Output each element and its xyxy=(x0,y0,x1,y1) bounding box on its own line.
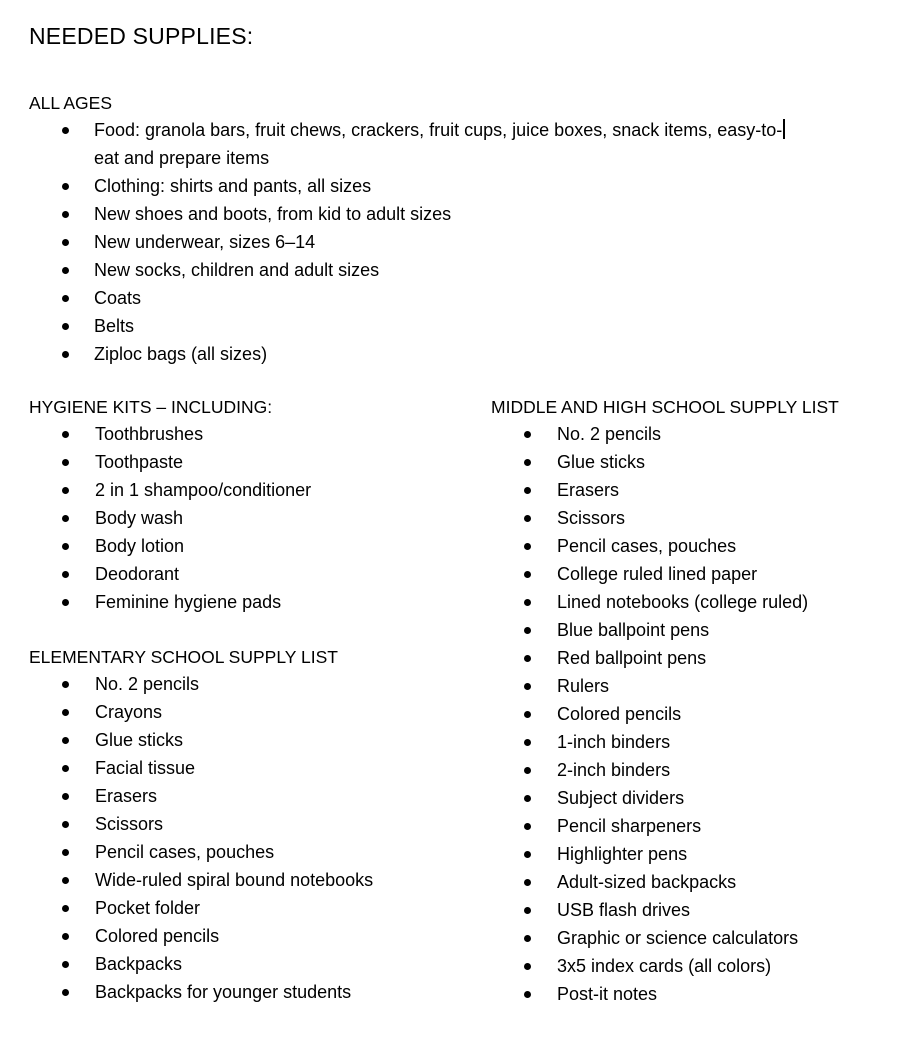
bullet-icon xyxy=(62,571,69,578)
bullet-icon xyxy=(62,599,69,606)
item-list xyxy=(29,670,373,1006)
list-item-text: Body lotion xyxy=(95,536,185,556)
list-item-text: Crayons xyxy=(95,702,163,722)
list-item xyxy=(29,256,785,284)
list-item xyxy=(491,672,839,700)
bullet-icon xyxy=(524,515,531,522)
bullet-icon xyxy=(524,543,531,550)
list-item-text: Glue sticks xyxy=(95,730,184,750)
list-item-text: 2 in 1 shampoo/conditioner xyxy=(95,480,312,500)
bullet-icon xyxy=(524,655,531,662)
bullet-icon xyxy=(62,323,69,330)
bullet-icon xyxy=(524,571,531,578)
bullet-icon xyxy=(62,515,69,522)
bullet-icon xyxy=(524,907,531,914)
list-item xyxy=(29,560,311,588)
bullet-icon xyxy=(62,351,69,358)
bullet-icon xyxy=(62,487,69,494)
bullet-icon xyxy=(62,183,69,190)
list-item xyxy=(491,588,839,616)
list-item-text: College ruled lined paper xyxy=(557,564,758,584)
list-item xyxy=(491,700,839,728)
list-item xyxy=(491,784,839,812)
list-item xyxy=(29,978,373,1006)
bullet-icon xyxy=(524,683,531,690)
list-item-text: Blue ballpoint pens xyxy=(557,620,710,640)
list-item-text: Glue sticks xyxy=(557,452,646,472)
bullet-icon xyxy=(62,543,69,550)
list-item-text: Red ballpoint pens xyxy=(557,648,707,668)
list-item xyxy=(29,698,373,726)
section-heading: MIDDLE AND HIGH SCHOOL SUPPLY LIST xyxy=(491,397,839,417)
list-item xyxy=(29,116,785,172)
list-item xyxy=(29,866,373,894)
list-item-text: Adult-sized backpacks xyxy=(557,872,737,892)
bullet-icon xyxy=(62,933,69,940)
list-item xyxy=(29,950,373,978)
list-item xyxy=(491,728,839,756)
section-heading: ELEMENTARY SCHOOL SUPPLY LIST xyxy=(29,647,338,667)
bullet-icon xyxy=(524,851,531,858)
list-item xyxy=(29,340,785,368)
bullet-icon xyxy=(62,793,69,800)
list-item xyxy=(491,868,839,896)
list-item-text: New underwear, sizes 6–14 xyxy=(94,232,316,252)
bullet-icon xyxy=(62,431,69,438)
list-item xyxy=(29,420,311,448)
list-item-text: Deodorant xyxy=(95,564,180,584)
list-item-text: Wide-ruled spiral bound notebooks xyxy=(95,870,374,890)
section-heading: ALL AGES xyxy=(29,93,113,113)
list-item-text: Pencil cases, pouches xyxy=(95,842,275,862)
bullet-icon xyxy=(62,239,69,246)
list-item xyxy=(29,782,373,810)
list-item-text: Scissors xyxy=(95,814,164,834)
section-elementary-school xyxy=(29,646,373,1006)
list-item xyxy=(491,980,839,1008)
bullet-icon xyxy=(62,821,69,828)
list-item-text: Feminine hygiene pads xyxy=(95,592,282,612)
bullet-icon xyxy=(62,961,69,968)
list-item xyxy=(29,284,785,312)
bullet-icon xyxy=(62,877,69,884)
bullet-icon xyxy=(62,905,69,912)
list-item-text: No. 2 pencils xyxy=(557,424,662,444)
list-item-text: Body wash xyxy=(95,508,184,528)
list-item xyxy=(491,504,839,532)
list-item-text: Belts xyxy=(94,316,135,336)
list-item xyxy=(29,228,785,256)
list-item xyxy=(491,896,839,924)
bullet-icon xyxy=(524,599,531,606)
item-list xyxy=(29,116,785,368)
list-item-text: USB flash drives xyxy=(557,900,691,920)
list-item-text: Erasers xyxy=(557,480,620,500)
list-item-text-line1: Food: granola bars, fruit chews, crackers, fruit cups, juice boxes, snack items, easy-to- xyxy=(94,120,783,140)
list-item-text: Scissors xyxy=(557,508,626,528)
list-item xyxy=(29,754,373,782)
bullet-icon xyxy=(62,765,69,772)
bullet-icon xyxy=(524,767,531,774)
list-item-text: Post-it notes xyxy=(557,984,658,1004)
list-item xyxy=(491,756,839,784)
section-heading: HYGIENE KITS – INCLUDING: xyxy=(29,397,273,417)
list-item-text: 1-inch binders xyxy=(557,732,671,752)
list-item xyxy=(29,476,311,504)
bullet-icon xyxy=(62,737,69,744)
bullet-icon xyxy=(524,935,531,942)
list-item-text: New shoes and boots, from kid to adult sizes xyxy=(94,204,452,224)
list-item-text: Backpacks xyxy=(95,954,183,974)
list-item xyxy=(491,532,839,560)
list-item xyxy=(29,922,373,950)
list-item xyxy=(491,476,839,504)
section-middle-high-school xyxy=(491,396,839,1008)
list-item xyxy=(29,838,373,866)
list-item-text: Colored pencils xyxy=(95,926,220,946)
list-item-text: Facial tissue xyxy=(95,758,196,778)
list-item-text: Subject dividers xyxy=(557,788,685,808)
list-item-text: Pencil cases, pouches xyxy=(557,536,737,556)
list-item xyxy=(491,952,839,980)
list-item-text: Pocket folder xyxy=(95,898,201,918)
bullet-icon xyxy=(62,709,69,716)
list-item-text: Clothing: shirts and pants, all sizes xyxy=(94,176,372,196)
bullet-icon xyxy=(524,487,531,494)
list-item-text: Highlighter pens xyxy=(557,844,688,864)
list-item xyxy=(491,420,839,448)
item-list xyxy=(491,420,839,1008)
list-item-text: Erasers xyxy=(95,786,158,806)
bullet-icon xyxy=(524,963,531,970)
section-hygiene-kits xyxy=(29,396,311,616)
list-item xyxy=(491,448,839,476)
list-item-text: Lined notebooks (college ruled) xyxy=(557,592,809,612)
list-item xyxy=(491,924,839,952)
list-item-text: Graphic or science calculators xyxy=(557,928,799,948)
bullet-icon xyxy=(524,991,531,998)
list-item xyxy=(29,670,373,698)
document-title: NEEDED SUPPLIES: xyxy=(29,23,254,49)
item-list xyxy=(29,420,311,616)
list-item xyxy=(29,894,373,922)
list-item xyxy=(29,448,311,476)
bullet-icon xyxy=(524,431,531,438)
bullet-icon xyxy=(62,849,69,856)
list-item xyxy=(491,616,839,644)
bullet-icon xyxy=(524,879,531,886)
bullet-icon xyxy=(62,267,69,274)
bullet-icon xyxy=(524,739,531,746)
bullet-icon xyxy=(524,459,531,466)
bullet-icon xyxy=(62,211,69,218)
list-item-text: Toothpaste xyxy=(95,452,184,472)
list-item xyxy=(29,312,785,340)
list-item xyxy=(29,588,311,616)
list-item xyxy=(29,810,373,838)
bullet-icon xyxy=(62,295,69,302)
list-item xyxy=(29,172,785,200)
list-item-text: Ziploc bags (all sizes) xyxy=(94,344,268,364)
list-item-text: Colored pencils xyxy=(557,704,682,724)
bullet-icon xyxy=(524,795,531,802)
text-cursor-icon xyxy=(783,119,785,139)
bullet-icon xyxy=(524,823,531,830)
list-item-text: 2-inch binders xyxy=(557,760,671,780)
list-item xyxy=(29,532,311,560)
list-item xyxy=(491,560,839,588)
list-item xyxy=(491,644,839,672)
bullet-icon xyxy=(524,711,531,718)
list-item xyxy=(29,726,373,754)
bullet-icon xyxy=(62,459,69,466)
list-item xyxy=(491,812,839,840)
list-item-text: New socks, children and adult sizes xyxy=(94,260,380,280)
list-item-text-line2: eat and prepare items xyxy=(94,148,270,168)
list-item xyxy=(29,504,311,532)
list-item xyxy=(491,840,839,868)
section-all-ages xyxy=(29,92,785,368)
bullet-icon xyxy=(62,989,69,996)
list-item-text: No. 2 pencils xyxy=(95,674,200,694)
list-item-text: Coats xyxy=(94,288,142,308)
bullet-icon xyxy=(524,627,531,634)
list-item-text: Toothbrushes xyxy=(95,424,204,444)
list-item-text: Pencil sharpeners xyxy=(557,816,702,836)
bullet-icon xyxy=(62,127,69,134)
list-item-text: Rulers xyxy=(557,676,610,696)
list-item xyxy=(29,200,785,228)
list-item-text: 3x5 index cards (all colors) xyxy=(557,956,772,976)
list-item-text: Backpacks for younger students xyxy=(95,982,352,1002)
bullet-icon xyxy=(62,681,69,688)
